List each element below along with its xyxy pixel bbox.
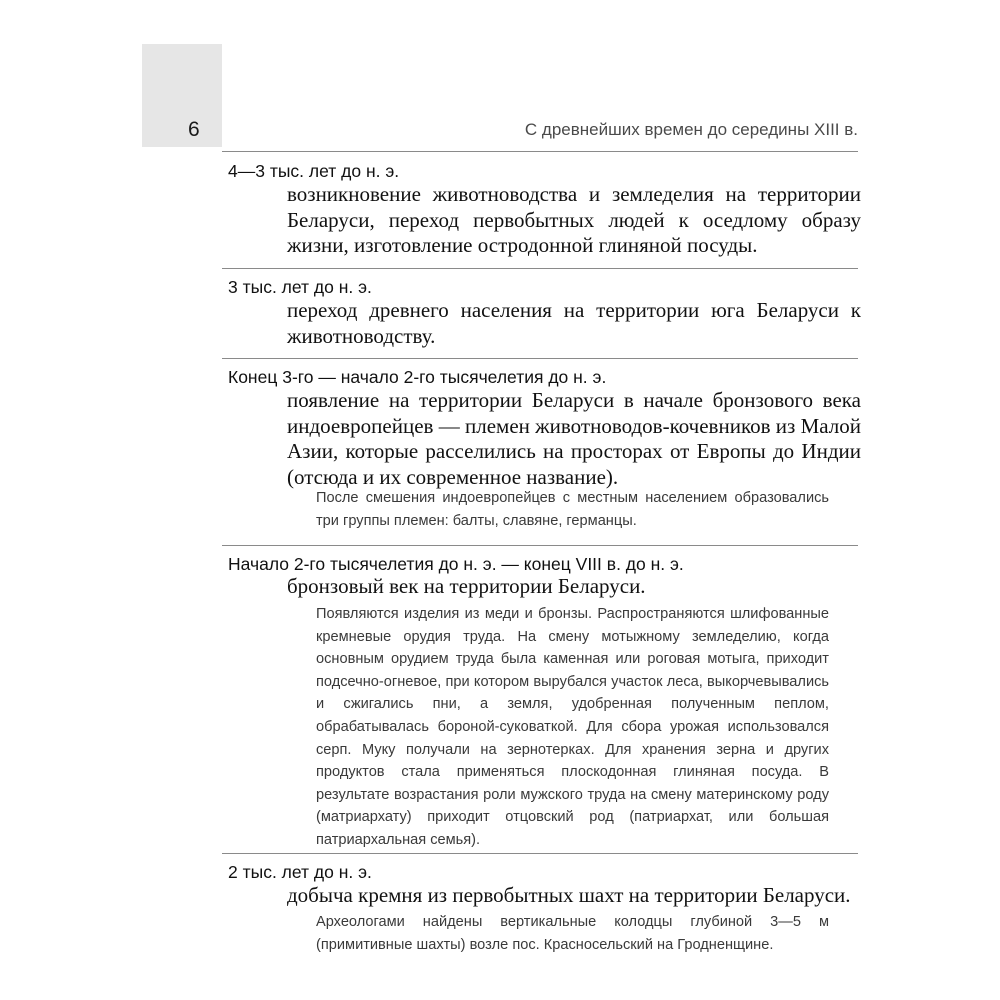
entry-divider — [222, 358, 858, 359]
entry-divider — [222, 268, 858, 269]
entry-note: Археологами найдены вертикальные колодцы глубиной 3—5 м (примитивные шахты) возле пос. Красносельский на Гродненщине. — [316, 914, 829, 953]
page-number-tab — [142, 44, 222, 147]
entry-divider — [222, 545, 858, 546]
header-rule — [222, 151, 858, 152]
entry-date: 4—3 тыс. лет до н. э. — [228, 161, 400, 181]
entry-divider — [222, 853, 858, 854]
entry-date: 3 тыс. лет до н. э. — [228, 277, 372, 297]
entry-text: возникновение животноводства и земледелия на территории Беларуси, переход первобытных людей к оседлому образу жизни, изготовление остродонной глиняной посуды. — [287, 182, 861, 257]
entry-date: Конец 3-го — начало 2-го тысячелетия до н. э. — [228, 367, 607, 387]
entry-note: После смешения индоевропейцев с местным населением образовались три группы племен: балты, славяне, германцы. — [316, 490, 829, 529]
entry-text: появление на территории Беларуси в начале бронзового века индоевропейцев — племен животноводов-кочевников из Малой Азии, которые расселились на просторах от Европы до Индии (отсюда и их современное название). — [287, 388, 861, 489]
page-number: 6 — [188, 118, 200, 141]
entry-note: Появляются изделия из меди и бронзы. Распространяются шлифованные кремневые орудия труда. На смену мотыжному земледелию, когда основным орудием труда была каменная или роговая мотыга, приходит подсечно-огневое, при котором вырубался участок леса, выкорчевывались и сжигались пни, а земля, удобренная полученным пеплом, обрабатывалась бороной-суковаткой. Для сбора урожая использовался серп. Муку получали на зернотерках. Для хранения зерна и других продуктов стала применяться плоскодонная глиняная посуда. В результате возрастания роли мужского труда на смену материнскому роду (матриархату) приходит отцовский род (патриархат, или большая патриархальная семья). — [316, 606, 829, 848]
entry-date: Начало 2-го тысячелетия до н. э. — конец VIII в. до н. э. — [228, 554, 684, 574]
entry-text: добыча кремня из первобытных шахт на территории Беларуси. — [287, 883, 851, 907]
running-title: С древнейших времен до середины XIII в. — [524, 120, 858, 139]
entry-date: 2 тыс. лет до н. э. — [228, 862, 372, 882]
entry-text: бронзовый век на территории Беларуси. — [287, 574, 646, 598]
entry-text: переход древнего населения на территории юга Беларуси к животноводству. — [287, 298, 861, 348]
